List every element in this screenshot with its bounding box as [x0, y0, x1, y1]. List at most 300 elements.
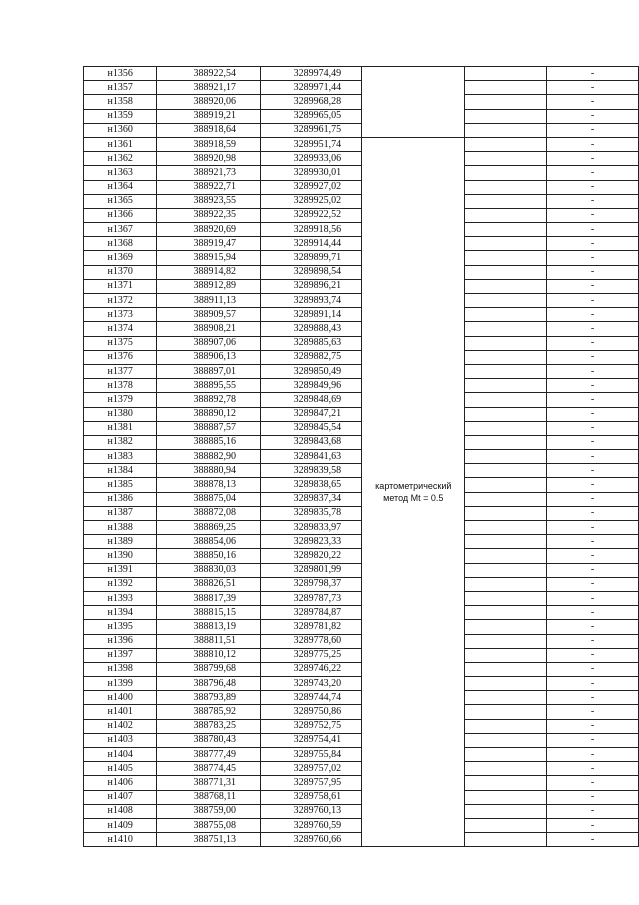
accuracy-cell: - — [547, 492, 639, 506]
empty-cell — [465, 818, 547, 832]
accuracy-cell: - — [547, 648, 639, 662]
x-coordinate-cell: 388796,48 — [157, 677, 261, 691]
table-row — [84, 180, 639, 194]
x-coordinate-cell: 388907,06 — [157, 336, 261, 350]
x-coordinate-cell: 388920,06 — [157, 95, 261, 109]
empty-cell — [465, 364, 547, 378]
empty-cell — [465, 577, 547, 591]
x-coordinate-cell: 388887,57 — [157, 421, 261, 435]
empty-cell — [465, 67, 547, 81]
accuracy-cell: - — [547, 265, 639, 279]
accuracy-cell: - — [547, 393, 639, 407]
y-coordinate-cell: 3289787,73 — [260, 591, 361, 605]
accuracy-cell: - — [547, 364, 639, 378]
empty-cell — [465, 166, 547, 180]
point-name-cell: н1390 — [84, 549, 157, 563]
y-coordinate-cell: 3289968,28 — [260, 95, 361, 109]
y-coordinate-cell: 3289882,75 — [260, 350, 361, 364]
y-coordinate-cell: 3289848,69 — [260, 393, 361, 407]
x-coordinate-cell: 388875,04 — [157, 492, 261, 506]
x-coordinate-cell: 388826,51 — [157, 577, 261, 591]
y-coordinate-cell: 3289760,59 — [260, 818, 361, 832]
x-coordinate-cell: 388921,17 — [157, 81, 261, 95]
empty-cell — [465, 762, 547, 776]
empty-cell — [465, 591, 547, 605]
table-row — [84, 407, 639, 421]
table-row — [84, 109, 639, 123]
x-coordinate-cell: 388923,55 — [157, 194, 261, 208]
y-coordinate-cell: 3289752,75 — [260, 719, 361, 733]
empty-cell — [465, 478, 547, 492]
y-coordinate-cell: 3289743,20 — [260, 677, 361, 691]
accuracy-cell: - — [547, 336, 639, 350]
empty-cell — [465, 407, 547, 421]
y-coordinate-cell: 3289885,63 — [260, 336, 361, 350]
point-name-cell: н1380 — [84, 407, 157, 421]
table-row — [84, 364, 639, 378]
empty-cell — [465, 435, 547, 449]
accuracy-cell: - — [547, 421, 639, 435]
y-coordinate-cell: 3289775,25 — [260, 648, 361, 662]
accuracy-cell: - — [547, 95, 639, 109]
accuracy-cell: - — [547, 81, 639, 95]
point-name-cell: н1407 — [84, 790, 157, 804]
accuracy-cell: - — [547, 591, 639, 605]
y-coordinate-cell: 3289850,49 — [260, 364, 361, 378]
point-name-cell: н1399 — [84, 677, 157, 691]
point-name-cell: н1409 — [84, 818, 157, 832]
table-row — [84, 265, 639, 279]
y-coordinate-cell: 3289746,22 — [260, 662, 361, 676]
y-coordinate-cell: 3289918,56 — [260, 223, 361, 237]
table-row — [84, 379, 639, 393]
x-coordinate-cell: 388759,00 — [157, 804, 261, 818]
point-name-cell: н1404 — [84, 748, 157, 762]
empty-cell — [465, 95, 547, 109]
table-row — [84, 208, 639, 222]
accuracy-cell: - — [547, 450, 639, 464]
table-row — [84, 294, 639, 308]
empty-cell — [465, 308, 547, 322]
accuracy-cell: - — [547, 294, 639, 308]
x-coordinate-cell: 388920,69 — [157, 223, 261, 237]
x-coordinate-cell: 388751,13 — [157, 833, 261, 847]
accuracy-cell: - — [547, 521, 639, 535]
accuracy-cell: - — [547, 279, 639, 293]
y-coordinate-cell: 3289760,66 — [260, 833, 361, 847]
point-name-cell: н1391 — [84, 563, 157, 577]
x-coordinate-cell: 388854,06 — [157, 535, 261, 549]
accuracy-cell: - — [547, 379, 639, 393]
table-row — [84, 279, 639, 293]
x-coordinate-cell: 388777,49 — [157, 748, 261, 762]
empty-cell — [465, 506, 547, 520]
empty-cell — [465, 81, 547, 95]
empty-cell — [465, 648, 547, 662]
x-coordinate-cell: 388780,43 — [157, 733, 261, 747]
empty-cell — [465, 804, 547, 818]
y-coordinate-cell: 3289823,33 — [260, 535, 361, 549]
y-coordinate-cell: 3289849,96 — [260, 379, 361, 393]
y-coordinate-cell: 3289755,84 — [260, 748, 361, 762]
point-name-cell: н1387 — [84, 506, 157, 520]
y-coordinate-cell: 3289838,65 — [260, 478, 361, 492]
y-coordinate-cell: 3289930,01 — [260, 166, 361, 180]
accuracy-cell: - — [547, 762, 639, 776]
table-row — [84, 662, 639, 676]
accuracy-cell: - — [547, 677, 639, 691]
y-coordinate-cell: 3289845,54 — [260, 421, 361, 435]
accuracy-cell: - — [547, 308, 639, 322]
table-row — [84, 464, 639, 478]
y-coordinate-cell: 3289801,99 — [260, 563, 361, 577]
y-coordinate-cell: 3289888,43 — [260, 322, 361, 336]
point-name-cell: н1403 — [84, 733, 157, 747]
point-name-cell: н1369 — [84, 251, 157, 265]
x-coordinate-cell: 388774,45 — [157, 762, 261, 776]
table-row — [84, 563, 639, 577]
y-coordinate-cell: 3289971,44 — [260, 81, 361, 95]
empty-cell — [465, 180, 547, 194]
table-row — [84, 123, 639, 137]
table-row — [84, 606, 639, 620]
table-row — [84, 478, 639, 492]
point-name-cell: н1379 — [84, 393, 157, 407]
x-coordinate-cell: 388911,13 — [157, 294, 261, 308]
y-coordinate-cell: 3289951,74 — [260, 137, 361, 151]
empty-cell — [465, 549, 547, 563]
x-coordinate-cell: 388785,92 — [157, 705, 261, 719]
table-row — [84, 492, 639, 506]
point-name-cell: н1357 — [84, 81, 157, 95]
y-coordinate-cell: 3289898,54 — [260, 265, 361, 279]
accuracy-cell: - — [547, 435, 639, 449]
table-row — [84, 705, 639, 719]
empty-cell — [465, 606, 547, 620]
y-coordinate-cell: 3289922,52 — [260, 208, 361, 222]
y-coordinate-cell: 3289837,34 — [260, 492, 361, 506]
table-row — [84, 790, 639, 804]
point-name-cell: н1359 — [84, 109, 157, 123]
x-coordinate-cell: 388771,31 — [157, 776, 261, 790]
point-name-cell: н1410 — [84, 833, 157, 847]
point-name-cell: н1382 — [84, 435, 157, 449]
empty-cell — [465, 563, 547, 577]
table-row — [84, 620, 639, 634]
coordinates-table-body — [84, 67, 639, 847]
empty-cell — [465, 691, 547, 705]
x-coordinate-cell: 388882,90 — [157, 450, 261, 464]
empty-cell — [465, 719, 547, 733]
empty-cell — [465, 521, 547, 535]
empty-cell — [465, 109, 547, 123]
table-row — [84, 691, 639, 705]
point-name-cell: н1385 — [84, 478, 157, 492]
empty-cell — [465, 265, 547, 279]
table-row — [84, 591, 639, 605]
x-coordinate-cell: 388909,57 — [157, 308, 261, 322]
point-name-cell: н1367 — [84, 223, 157, 237]
point-name-cell: н1395 — [84, 620, 157, 634]
y-coordinate-cell: 3289833,97 — [260, 521, 361, 535]
point-name-cell: н1363 — [84, 166, 157, 180]
empty-cell — [465, 279, 547, 293]
accuracy-cell: - — [547, 123, 639, 137]
table-row — [84, 776, 639, 790]
table-row — [84, 67, 639, 81]
table-row — [84, 521, 639, 535]
table-row — [84, 733, 639, 747]
empty-cell — [465, 464, 547, 478]
empty-cell — [465, 223, 547, 237]
x-coordinate-cell: 388892,78 — [157, 393, 261, 407]
accuracy-cell: - — [547, 237, 639, 251]
y-coordinate-cell: 3289839,58 — [260, 464, 361, 478]
accuracy-cell: - — [547, 208, 639, 222]
empty-cell — [465, 776, 547, 790]
x-coordinate-cell: 388895,55 — [157, 379, 261, 393]
point-name-cell: н1408 — [84, 804, 157, 818]
x-coordinate-cell: 388921,73 — [157, 166, 261, 180]
y-coordinate-cell: 3289750,86 — [260, 705, 361, 719]
x-coordinate-cell: 388920,98 — [157, 152, 261, 166]
x-coordinate-cell: 388922,54 — [157, 67, 261, 81]
accuracy-cell: - — [547, 705, 639, 719]
table-row — [84, 393, 639, 407]
empty-cell — [465, 662, 547, 676]
method-cell-top — [362, 67, 465, 138]
y-coordinate-cell: 3289914,44 — [260, 237, 361, 251]
table-row — [84, 719, 639, 733]
x-coordinate-cell: 388878,13 — [157, 478, 261, 492]
point-name-cell: н1383 — [84, 450, 157, 464]
accuracy-cell: - — [547, 223, 639, 237]
y-coordinate-cell: 3289899,71 — [260, 251, 361, 265]
table-row — [84, 308, 639, 322]
point-name-cell: н1381 — [84, 421, 157, 435]
y-coordinate-cell: 3289744,74 — [260, 691, 361, 705]
empty-cell — [465, 492, 547, 506]
point-name-cell: н1362 — [84, 152, 157, 166]
x-coordinate-cell: 388922,71 — [157, 180, 261, 194]
empty-cell — [465, 152, 547, 166]
y-coordinate-cell: 3289927,02 — [260, 180, 361, 194]
method-text-line: метод Mt = 0.5 — [383, 493, 444, 504]
x-coordinate-cell: 388813,19 — [157, 620, 261, 634]
accuracy-cell: - — [547, 748, 639, 762]
point-name-cell: н1397 — [84, 648, 157, 662]
accuracy-cell: - — [547, 804, 639, 818]
empty-cell — [465, 450, 547, 464]
y-coordinate-cell: 3289781,82 — [260, 620, 361, 634]
empty-cell — [465, 208, 547, 222]
empty-cell — [465, 194, 547, 208]
y-coordinate-cell: 3289758,61 — [260, 790, 361, 804]
method-text-line: картометрический — [375, 481, 452, 492]
empty-cell — [465, 535, 547, 549]
y-coordinate-cell: 3289820,22 — [260, 549, 361, 563]
point-name-cell: н1394 — [84, 606, 157, 620]
y-coordinate-cell: 3289835,78 — [260, 506, 361, 520]
accuracy-cell: - — [547, 322, 639, 336]
accuracy-cell: - — [547, 549, 639, 563]
point-name-cell: н1358 — [84, 95, 157, 109]
point-name-cell: н1356 — [84, 67, 157, 81]
point-name-cell: н1365 — [84, 194, 157, 208]
y-coordinate-cell: 3289757,02 — [260, 762, 361, 776]
x-coordinate-cell: 388850,16 — [157, 549, 261, 563]
empty-cell — [465, 620, 547, 634]
accuracy-cell: - — [547, 180, 639, 194]
point-name-cell: н1374 — [84, 322, 157, 336]
point-name-cell: н1389 — [84, 535, 157, 549]
x-coordinate-cell: 388793,89 — [157, 691, 261, 705]
point-name-cell: н1375 — [84, 336, 157, 350]
point-name-cell: н1402 — [84, 719, 157, 733]
accuracy-cell: - — [547, 407, 639, 421]
x-coordinate-cell: 388918,59 — [157, 137, 261, 151]
y-coordinate-cell: 3289893,74 — [260, 294, 361, 308]
y-coordinate-cell: 3289843,68 — [260, 435, 361, 449]
table-row — [84, 350, 639, 364]
point-name-cell: н1368 — [84, 237, 157, 251]
table-row — [84, 634, 639, 648]
table-row — [84, 421, 639, 435]
point-name-cell: н1393 — [84, 591, 157, 605]
y-coordinate-cell: 3289754,41 — [260, 733, 361, 747]
y-coordinate-cell: 3289778,60 — [260, 634, 361, 648]
accuracy-cell: - — [547, 818, 639, 832]
point-name-cell: н1405 — [84, 762, 157, 776]
empty-cell — [465, 336, 547, 350]
accuracy-cell: - — [547, 776, 639, 790]
table-row — [84, 762, 639, 776]
point-name-cell: н1398 — [84, 662, 157, 676]
point-name-cell: н1371 — [84, 279, 157, 293]
table-row — [84, 833, 639, 847]
accuracy-cell: - — [547, 634, 639, 648]
accuracy-cell: - — [547, 606, 639, 620]
table-row — [84, 748, 639, 762]
empty-cell — [465, 237, 547, 251]
accuracy-cell: - — [547, 620, 639, 634]
accuracy-cell: - — [547, 67, 639, 81]
table-row — [84, 81, 639, 95]
empty-cell — [465, 137, 547, 151]
x-coordinate-cell: 388908,21 — [157, 322, 261, 336]
y-coordinate-cell: 3289925,02 — [260, 194, 361, 208]
table-row — [84, 137, 639, 151]
point-name-cell: н1384 — [84, 464, 157, 478]
y-coordinate-cell: 3289760,13 — [260, 804, 361, 818]
method-cell — [362, 137, 465, 846]
table-row — [84, 223, 639, 237]
table-row — [84, 152, 639, 166]
table-row — [84, 322, 639, 336]
table-row — [84, 95, 639, 109]
table-row — [84, 450, 639, 464]
y-coordinate-cell: 3289965,05 — [260, 109, 361, 123]
empty-cell — [465, 379, 547, 393]
point-name-cell: н1372 — [84, 294, 157, 308]
x-coordinate-cell: 388922,35 — [157, 208, 261, 222]
x-coordinate-cell: 388755,08 — [157, 818, 261, 832]
point-name-cell: н1392 — [84, 577, 157, 591]
coordinates-table — [83, 66, 639, 847]
accuracy-cell: - — [547, 251, 639, 265]
accuracy-cell: - — [547, 166, 639, 180]
x-coordinate-cell: 388914,82 — [157, 265, 261, 279]
point-name-cell: н1364 — [84, 180, 157, 194]
empty-cell — [465, 322, 547, 336]
empty-cell — [465, 421, 547, 435]
table-row — [84, 435, 639, 449]
empty-cell — [465, 833, 547, 847]
table-row — [84, 237, 639, 251]
table-row — [84, 194, 639, 208]
x-coordinate-cell: 388915,94 — [157, 251, 261, 265]
accuracy-cell: - — [547, 350, 639, 364]
accuracy-cell: - — [547, 464, 639, 478]
empty-cell — [465, 350, 547, 364]
accuracy-cell: - — [547, 833, 639, 847]
table-row — [84, 804, 639, 818]
table-row — [84, 648, 639, 662]
point-name-cell: н1366 — [84, 208, 157, 222]
x-coordinate-cell: 388783,25 — [157, 719, 261, 733]
x-coordinate-cell: 388918,64 — [157, 123, 261, 137]
x-coordinate-cell: 388912,89 — [157, 279, 261, 293]
x-coordinate-cell: 388830,03 — [157, 563, 261, 577]
y-coordinate-cell: 3289784,87 — [260, 606, 361, 620]
y-coordinate-cell: 3289798,37 — [260, 577, 361, 591]
accuracy-cell: - — [547, 109, 639, 123]
point-name-cell: н1361 — [84, 137, 157, 151]
y-coordinate-cell: 3289757,95 — [260, 776, 361, 790]
empty-cell — [465, 393, 547, 407]
table-row — [84, 336, 639, 350]
x-coordinate-cell: 388906,13 — [157, 350, 261, 364]
table-row — [84, 251, 639, 265]
empty-cell — [465, 748, 547, 762]
table-row — [84, 166, 639, 180]
accuracy-cell: - — [547, 577, 639, 591]
y-coordinate-cell: 3289841,63 — [260, 450, 361, 464]
point-name-cell: н1401 — [84, 705, 157, 719]
accuracy-cell: - — [547, 719, 639, 733]
point-name-cell: н1370 — [84, 265, 157, 279]
accuracy-cell: - — [547, 733, 639, 747]
empty-cell — [465, 123, 547, 137]
point-name-cell: н1378 — [84, 379, 157, 393]
accuracy-cell: - — [547, 535, 639, 549]
table-row — [84, 535, 639, 549]
empty-cell — [465, 677, 547, 691]
empty-cell — [465, 733, 547, 747]
x-coordinate-cell: 388817,39 — [157, 591, 261, 605]
table-row — [84, 818, 639, 832]
point-name-cell: н1396 — [84, 634, 157, 648]
accuracy-cell: - — [547, 506, 639, 520]
y-coordinate-cell: 3289961,75 — [260, 123, 361, 137]
table-row — [84, 577, 639, 591]
empty-cell — [465, 294, 547, 308]
y-coordinate-cell: 3289891,14 — [260, 308, 361, 322]
empty-cell — [465, 705, 547, 719]
x-coordinate-cell: 388919,21 — [157, 109, 261, 123]
x-coordinate-cell: 388810,12 — [157, 648, 261, 662]
table-row — [84, 677, 639, 691]
